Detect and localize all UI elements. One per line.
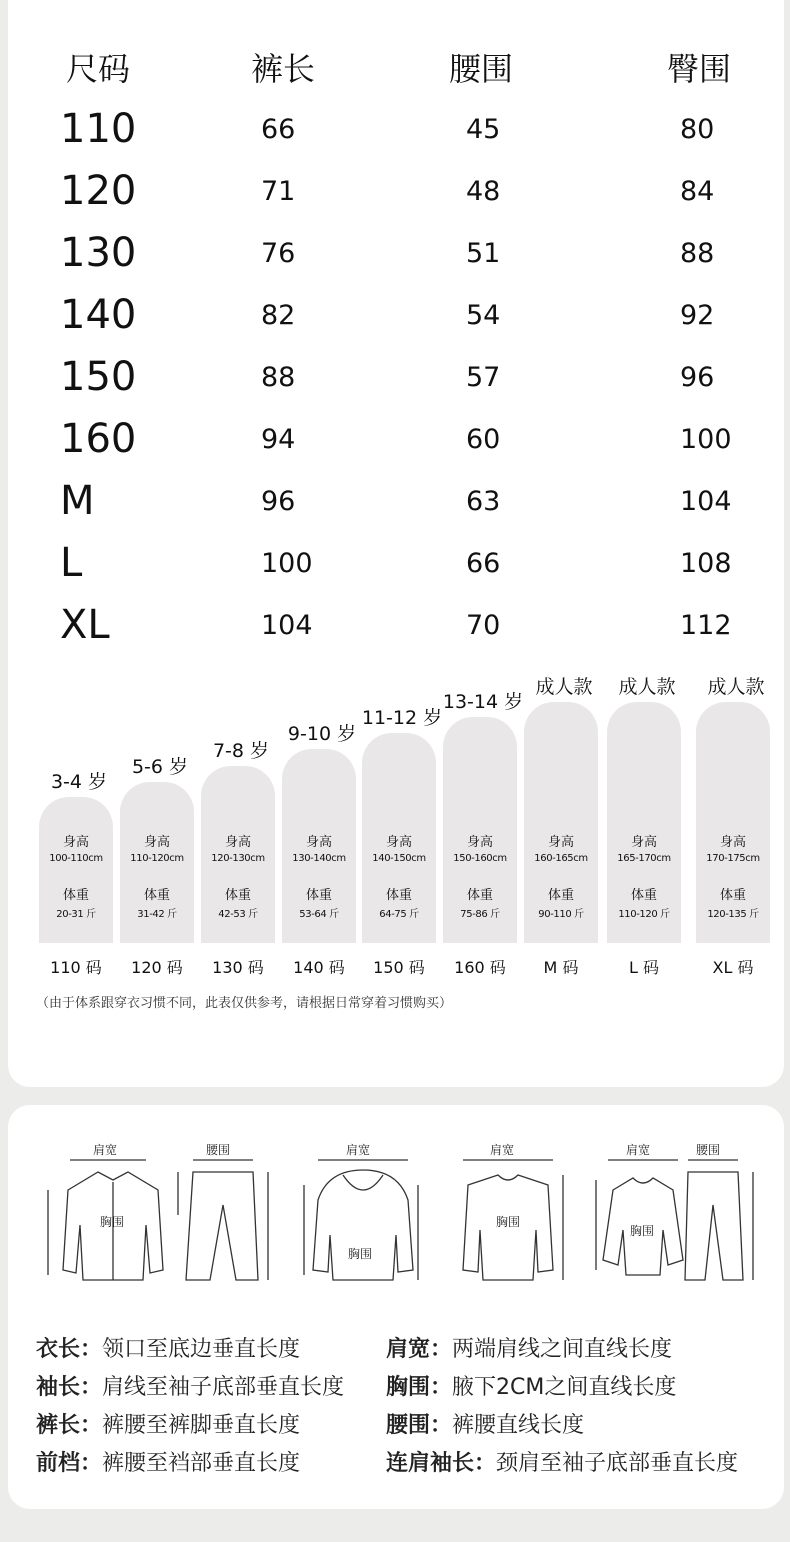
value-cell: 112 <box>680 610 732 641</box>
weight-range: 20-31 斤 <box>56 909 96 920</box>
size-cell: 150 <box>60 354 137 400</box>
size-guide-column <box>120 660 200 943</box>
label-shoulder-1: 肩宽 <box>93 1143 118 1157</box>
weight-label: 体重 <box>224 888 251 903</box>
label-shoulder-4: 肩宽 <box>626 1143 651 1157</box>
size-pill <box>607 702 681 943</box>
size-pill <box>362 733 436 943</box>
value-cell: 104 <box>261 610 313 641</box>
header-hip: 臀围 <box>667 50 732 88</box>
height-range: 120-130cm <box>211 853 265 864</box>
size-code: 150 码 <box>373 958 425 977</box>
value-cell: 57 <box>466 362 501 393</box>
size-cell: 160 <box>60 416 137 462</box>
definition-item <box>386 1370 676 1401</box>
definition-text: 颈肩至袖子底部垂直长度 <box>496 1451 739 1476</box>
label-chest-1: 胸围 <box>100 1215 125 1229</box>
definition-item <box>36 1332 300 1363</box>
height-range: 130-140cm <box>292 853 346 864</box>
value-cell: 88 <box>680 238 715 269</box>
weight-label: 体重 <box>143 888 170 903</box>
definition-text: 裤腰直线长度 <box>452 1413 585 1438</box>
value-cell: 66 <box>466 548 501 579</box>
definition-text: 裤腰至裆部垂直长度 <box>102 1451 301 1476</box>
size-cell: L <box>60 540 83 586</box>
header-waist: 腰围 <box>449 50 514 88</box>
size-guide-column <box>607 660 687 943</box>
label-chest-3: 胸围 <box>496 1215 521 1229</box>
value-cell: 96 <box>680 362 715 393</box>
size-guide-column <box>443 660 523 943</box>
height-label: 身高 <box>224 835 251 850</box>
age-label: 成人款 <box>707 676 765 698</box>
value-cell: 45 <box>466 114 501 145</box>
weight-label: 体重 <box>547 888 574 903</box>
size-code: L 码 <box>628 958 659 977</box>
size-cell: 110 <box>60 106 137 152</box>
size-pill <box>39 797 113 943</box>
size-pill <box>120 782 194 943</box>
definition-item <box>386 1408 584 1439</box>
size-cell: 120 <box>60 168 137 214</box>
size-guide-column <box>39 660 119 943</box>
value-cell: 51 <box>466 238 501 269</box>
size-code: 110 码 <box>50 958 102 977</box>
value-cell: 71 <box>261 176 296 207</box>
weight-label: 体重 <box>466 888 493 903</box>
definition-text: 两端肩线之间直线长度 <box>452 1337 673 1362</box>
size-code: 160 码 <box>454 958 506 977</box>
definition-term: 连肩袖长： <box>386 1451 497 1476</box>
definition-item <box>36 1370 344 1401</box>
height-label: 身高 <box>630 835 657 850</box>
height-range: 110-120cm <box>130 853 184 864</box>
value-cell: 82 <box>261 300 296 331</box>
height-range: 165-170cm <box>617 853 671 864</box>
age-label: 13-14 岁 <box>442 691 524 713</box>
definition-term: 腰围： <box>386 1413 453 1438</box>
weight-range: 120-135 斤 <box>707 909 759 920</box>
value-cell: 84 <box>680 176 715 207</box>
definition-text: 肩线至袖子底部垂直长度 <box>102 1375 345 1400</box>
size-guide-column <box>524 660 604 943</box>
value-cell: 100 <box>261 548 313 579</box>
weight-label: 体重 <box>630 888 657 903</box>
size-cell: 130 <box>60 230 137 276</box>
size-pill <box>696 702 770 943</box>
height-label: 身高 <box>143 835 170 850</box>
weight-range: 31-42 斤 <box>137 909 177 920</box>
value-cell: 88 <box>261 362 296 393</box>
label-chest-4: 胸围 <box>630 1224 655 1238</box>
height-label: 身高 <box>466 835 493 850</box>
height-range: 100-110cm <box>49 853 103 864</box>
garment-diagrams <box>18 1130 778 1290</box>
label-chest-2: 胸围 <box>348 1247 373 1261</box>
age-label: 3-4 岁 <box>50 771 108 793</box>
weight-label: 体重 <box>62 888 89 903</box>
definition-term: 衣长： <box>36 1337 103 1362</box>
size-code: 130 码 <box>212 958 264 977</box>
value-cell: 96 <box>261 486 296 517</box>
height-label: 身高 <box>62 835 89 850</box>
age-label: 11-12 岁 <box>361 707 443 729</box>
weight-label: 体重 <box>305 888 332 903</box>
age-label: 7-8 岁 <box>212 740 270 762</box>
age-label: 5-6 岁 <box>131 756 189 778</box>
value-cell: 66 <box>261 114 296 145</box>
definition-term: 胸围： <box>386 1375 453 1400</box>
value-cell: 108 <box>680 548 732 579</box>
disclaimer-note: （由于体系跟穿衣习惯不同，此表仅供参考，请根据日常穿着习惯购买） <box>36 996 453 1011</box>
header-pants-length: 裤长 <box>251 50 316 88</box>
definition-term: 肩宽： <box>386 1337 453 1362</box>
size-pill <box>201 766 275 943</box>
weight-label: 体重 <box>385 888 412 903</box>
definition-term: 裤长： <box>36 1413 103 1438</box>
height-range: 150-160cm <box>453 853 507 864</box>
height-label: 身高 <box>305 835 332 850</box>
definition-term: 袖长： <box>36 1375 103 1400</box>
size-code: 140 码 <box>293 958 345 977</box>
height-range: 160-165cm <box>534 853 588 864</box>
value-cell: 80 <box>680 114 715 145</box>
label-shoulder-3: 肩宽 <box>490 1143 515 1157</box>
weight-range: 42-53 斤 <box>218 909 258 920</box>
size-pill <box>524 702 598 943</box>
definition-item <box>386 1332 672 1363</box>
weight-range: 53-64 斤 <box>299 909 339 920</box>
definition-item <box>36 1408 300 1439</box>
size-cell: 140 <box>60 292 137 338</box>
value-cell: 48 <box>466 176 501 207</box>
age-label: 9-10 岁 <box>287 723 357 745</box>
value-cell: 76 <box>261 238 296 269</box>
height-label: 身高 <box>719 835 746 850</box>
definition-text: 领口至底边垂直长度 <box>102 1337 301 1362</box>
weight-range: 90-110 斤 <box>538 909 584 920</box>
label-shoulder-2: 肩宽 <box>346 1143 371 1157</box>
definition-term: 前档： <box>36 1451 103 1476</box>
size-pill <box>282 749 356 943</box>
weight-range: 110-120 斤 <box>618 909 670 920</box>
size-code: M 码 <box>543 958 579 977</box>
label-waist-2: 腰围 <box>696 1143 721 1157</box>
size-pill <box>443 717 517 943</box>
size-guide-column <box>696 660 776 943</box>
height-label: 身高 <box>385 835 412 850</box>
height-range: 140-150cm <box>372 853 426 864</box>
header-size: 尺码 <box>66 50 131 88</box>
value-cell: 70 <box>466 610 501 641</box>
value-cell: 92 <box>680 300 715 331</box>
value-cell: 100 <box>680 424 732 455</box>
weight-range: 75-86 斤 <box>460 909 500 920</box>
value-cell: 54 <box>466 300 501 331</box>
value-cell: 94 <box>261 424 296 455</box>
size-code: 120 码 <box>131 958 183 977</box>
age-label: 成人款 <box>535 676 593 698</box>
definition-text: 裤腰至裤脚垂直长度 <box>102 1413 301 1438</box>
value-cell: 104 <box>680 486 732 517</box>
label-waist-1: 腰围 <box>206 1143 231 1157</box>
value-cell: 63 <box>466 486 501 517</box>
weight-range: 64-75 斤 <box>379 909 419 920</box>
definition-item <box>36 1446 300 1477</box>
size-code: XL 码 <box>712 958 754 977</box>
size-cell: XL <box>60 602 110 648</box>
size-cell: M <box>60 478 95 524</box>
size-guide-column <box>201 660 281 943</box>
weight-label: 体重 <box>719 888 746 903</box>
height-range: 170-175cm <box>706 853 760 864</box>
definition-text: 腋下2CM之间直线长度 <box>452 1375 677 1400</box>
definition-item <box>386 1446 738 1477</box>
age-label: 成人款 <box>618 676 676 698</box>
value-cell: 60 <box>466 424 501 455</box>
height-label: 身高 <box>547 835 574 850</box>
